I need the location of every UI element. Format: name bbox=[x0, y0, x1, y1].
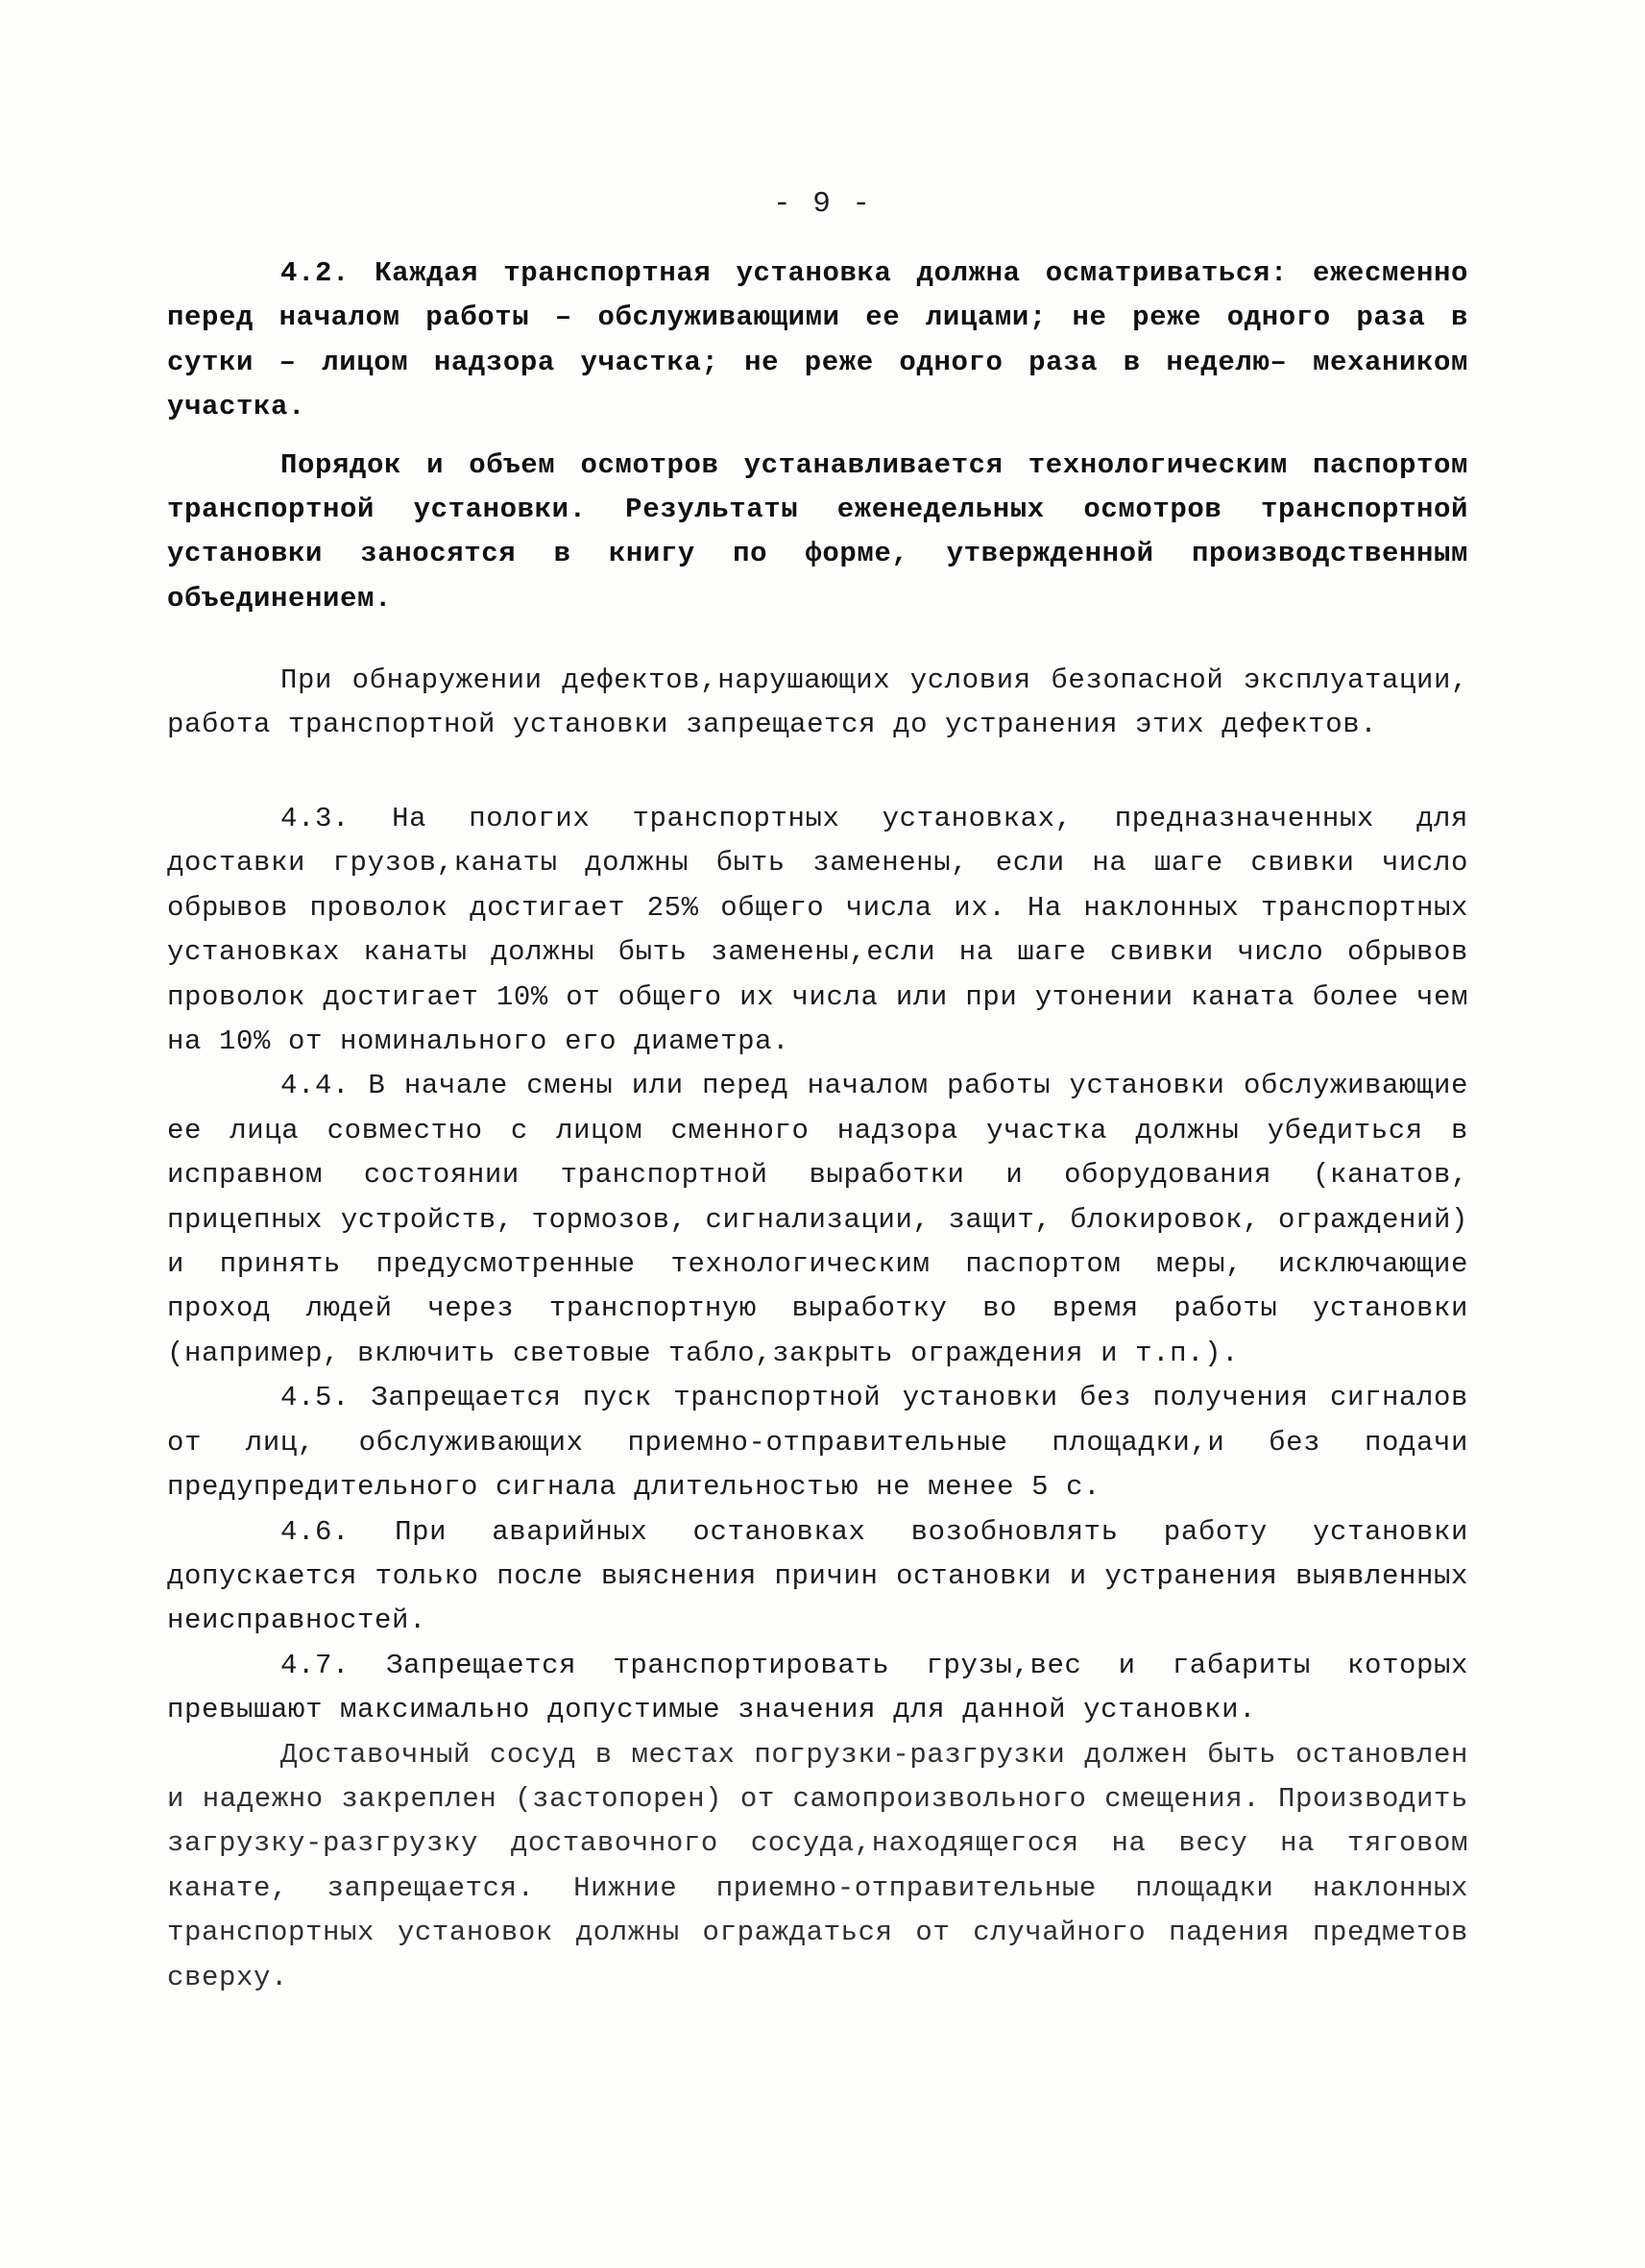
paragraph-vessel: Доставочный сосуд в местах погрузки-разгрузки должен быть остановлен и надежно закреплен (застопорен) от самопроизвольного смещения. Производить загрузку-разгрузку доставочного сосуда,находящегося на весу на тяговом канате, запрещается. Нижние приемно-отправительные площадки наклонных транспортных установок должны ограждаться от случайного падения предметов сверху. bbox=[167, 1738, 1468, 1993]
paragraph-4-3: 4.3. На пологих транспортных установках, предназначенных для доставки грузов,канаты должны быть заменены, если на шаге свивки число обрывов проволок достигает 25% общего числа их. На наклонных транспортных установках канаты должны быть заменены,если на шаге свивки число обрывов проволок достигает 10% от общего их числа или при утонении каната более чем на 10% от номинального его диаметра. bbox=[167, 803, 1468, 1058]
section-4-3-onward-block bbox=[167, 797, 1468, 2000]
paragraph-4-4: 4.4. В начале смены или перед началом работы установки обслуживающие ее лица совместно с лицом сменного надзора участка должны убедиться в исправном состоянии транспортной выработки и оборудования (канатов, прицепных устройств, тормозов, сигнализации, защит, блокировок, ограждений) и принять предусмотренные технологическим паспортом меры, исключающие проход людей через транспортную выработку во время работы установки (например, включить световые табло,закрыть ограждения и т.п.). bbox=[167, 1070, 1468, 1369]
section-4-2-block bbox=[167, 252, 1468, 621]
page-number: - 9 - bbox=[772, 187, 872, 221]
paragraph-4-7: 4.7. Запрещается транспортировать грузы,вес и габариты которых превышают максимально допустимые значения для данной установки. bbox=[167, 1649, 1468, 1726]
section-defects-block bbox=[167, 659, 1468, 748]
paragraph-4-6: 4.6. При аварийных остановках возобновлять работу установки допускается только после выяснения причин остановки и устранения выявленных неисправностей. bbox=[167, 1515, 1468, 1637]
paragraph-4-2: 4.2. Каждая транспортная установка должна осматриваться: ежесменно перед началом работы – обслуживающими ее лицами; не реже одного раза в сутки – лицом надзора участка; не реже одного раза в неделю– механиком участка. bbox=[167, 257, 1468, 423]
paragraph-defects: При обнаружении дефектов,нарушающих условия безопасной эксплуатации, работа транспортной установки запрещается до устранения этих дефектов. bbox=[167, 664, 1468, 741]
paragraph-inspection-order: Порядок и объем осмотров устанавливается технологическим паспортом транспортной установки. Результаты еженедельных осмотров транспортной установки заносятся в книгу по форме, утвержденной производственным объединением. bbox=[167, 448, 1468, 615]
paragraph-4-5: 4.5. Запрещается пуск транспортной установки без получения сигналов от лиц, обслуживающих приемно-отправительные площадки,и без подачи предупредительного сигнала длительностью не менее 5 с. bbox=[167, 1382, 1468, 1504]
